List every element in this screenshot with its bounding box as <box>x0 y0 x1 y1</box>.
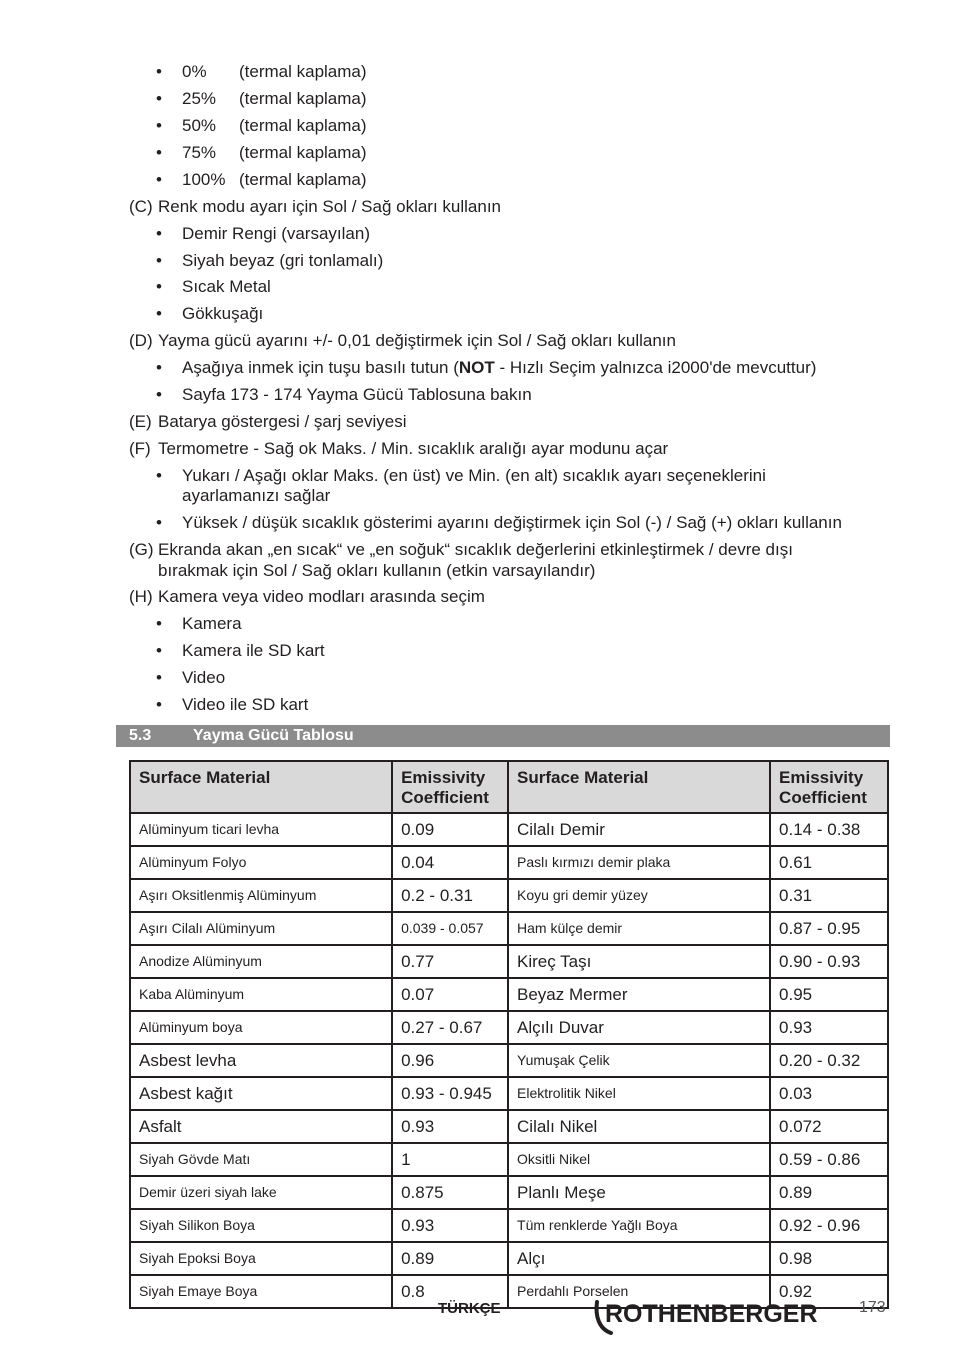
table-header: Emissivity Coefficient <box>392 761 508 813</box>
coefficient-cell: 0.07 <box>392 978 508 1011</box>
bullet: • <box>156 614 162 633</box>
emissivity-table <box>129 760 889 1309</box>
table-row <box>130 846 888 879</box>
item-label-g: (G) <box>129 540 154 559</box>
material-cell: Siyah Epoksi Boya <box>130 1242 392 1275</box>
bullet: • <box>156 251 162 270</box>
pct-text: (termal kaplama) <box>239 62 367 81</box>
material-cell: Paslı kırmızı demir plaka <box>508 846 770 879</box>
coefficient-cell: 0.90 - 0.93 <box>770 945 888 978</box>
coefficient-cell: 0.039 - 0.057 <box>392 912 508 945</box>
bullet: • <box>156 116 162 135</box>
material-cell: Alçı <box>508 1242 770 1275</box>
material-cell: Anodize Alüminyum <box>130 945 392 978</box>
bullet: • <box>156 513 162 532</box>
note-post: - Hızlı Seçim yalnızca i2000'de mevcuttur) <box>494 358 817 377</box>
material-cell: Cilalı Demir <box>508 813 770 846</box>
bullet: • <box>156 170 162 189</box>
material-cell: Asbest levha <box>130 1044 392 1077</box>
coefficient-cell: 0.04 <box>392 846 508 879</box>
brand-text: ROTHENBERGER <box>605 1300 818 1328</box>
coefficient-cell: 0.61 <box>770 846 888 879</box>
material-cell: Elektrolitik Nikel <box>508 1077 770 1110</box>
material-cell: Aşırı Oksitlenmiş Alüminyum <box>130 879 392 912</box>
bullet: • <box>156 695 162 714</box>
table-row <box>130 1242 888 1275</box>
table-header-row <box>130 761 888 813</box>
table-row <box>130 945 888 978</box>
bullet: • <box>156 466 162 485</box>
material-cell: Siyah Emaye Boya <box>130 1275 392 1308</box>
material-cell: Beyaz Mermer <box>508 978 770 1011</box>
table-row <box>130 1143 888 1176</box>
material-cell: Koyu gri demir yüzey <box>508 879 770 912</box>
item-label-h: (H) <box>129 587 153 606</box>
pct-value: 100% <box>182 170 226 189</box>
page-number: 173 <box>859 1299 886 1316</box>
coefficient-cell: 0.8 <box>392 1275 508 1308</box>
bullet: • <box>156 62 162 81</box>
footer-language: TÜRKÇE <box>438 1300 501 1317</box>
coefficient-cell: 0.072 <box>770 1110 888 1143</box>
coefficient-cell: 0.93 <box>392 1110 508 1143</box>
material-cell: Asfalt <box>130 1110 392 1143</box>
bullet: • <box>156 143 162 162</box>
bullet: • <box>156 358 162 377</box>
pct-text: (termal kaplama) <box>239 170 367 189</box>
list-item: Kamera <box>182 614 242 633</box>
material-cell: Asbest kağıt <box>130 1077 392 1110</box>
section-title: Yayma Gücü Tablosu <box>193 727 354 744</box>
rothenberger-logo <box>593 1296 837 1336</box>
coefficient-cell: 0.92 <box>770 1275 888 1308</box>
coefficient-cell: 0.87 - 0.95 <box>770 912 888 945</box>
coefficient-cell: 0.20 - 0.32 <box>770 1044 888 1077</box>
coefficient-cell: 0.92 - 0.96 <box>770 1209 888 1242</box>
material-cell: Cilalı Nikel <box>508 1110 770 1143</box>
coefficient-cell: 0.875 <box>392 1176 508 1209</box>
table-row <box>130 1044 888 1077</box>
material-cell: Demir üzeri siyah lake <box>130 1176 392 1209</box>
item-label-f: (F) <box>129 439 151 458</box>
pct-value: 75% <box>182 143 217 162</box>
table-header: Emissivity Coefficient <box>770 761 888 813</box>
pct-text: (termal kaplama) <box>239 89 367 108</box>
bullet: • <box>156 89 162 108</box>
bullet: • <box>156 385 162 404</box>
table-row <box>130 1077 888 1110</box>
material-cell: Alüminyum boya <box>130 1011 392 1044</box>
coefficient-cell: 0.95 <box>770 978 888 1011</box>
table-row <box>130 1011 888 1044</box>
material-cell: Siyah Silikon Boya <box>130 1209 392 1242</box>
list-item: Gökkuşağı <box>182 304 264 323</box>
bullet: • <box>156 224 162 243</box>
coefficient-cell: 0.2 - 0.31 <box>392 879 508 912</box>
table-row <box>130 879 888 912</box>
item-text-e: Batarya göstergesi / şarj seviyesi <box>158 412 407 431</box>
coefficient-cell: 0.93 <box>770 1011 888 1044</box>
item-label-c: (C) <box>129 197 153 216</box>
coefficient-cell: 0.96 <box>392 1044 508 1077</box>
material-cell: Perdahlı Porselen <box>508 1275 770 1308</box>
item-label-d: (D) <box>129 331 153 350</box>
list-item: Sayfa 173 - 174 Yayma Gücü Tablosuna bakın <box>182 385 532 404</box>
coefficient-cell: 0.09 <box>392 813 508 846</box>
pct-text: (termal kaplama) <box>239 116 367 135</box>
section-heading <box>116 725 890 747</box>
list-item: Kamera ile SD kart <box>182 641 325 660</box>
table-row <box>130 912 888 945</box>
note-bold: NOT <box>458 358 495 377</box>
list-item: Yukarı / Aşağı oklar Maks. (en üst) ve Min. (en alt) sıcaklık ayarı seçeneklerini <box>182 466 766 485</box>
table-header: Surface Material <box>508 761 770 813</box>
item-text-g: Ekranda akan „en sıcak“ ve „en soğuk“ sıcaklık değerlerini etkinleştirmek / devre dışı <box>158 540 793 559</box>
pct-value: 50% <box>182 116 217 135</box>
coefficient-cell: 0.31 <box>770 879 888 912</box>
material-cell: Alüminyum Folyo <box>130 846 392 879</box>
coefficient-cell: 0.59 - 0.86 <box>770 1143 888 1176</box>
coefficient-cell: 0.89 <box>392 1242 508 1275</box>
item-text-f: Termometre - Sağ ok Maks. / Min. sıcaklık aralığı ayar modunu açar <box>158 439 669 458</box>
material-cell: Kireç Taşı <box>508 945 770 978</box>
coefficient-cell: 1 <box>392 1143 508 1176</box>
pct-value: 25% <box>182 89 217 108</box>
material-cell: Ham külçe demir <box>508 912 770 945</box>
pct-text: (termal kaplama) <box>239 143 367 162</box>
table-header: Surface Material <box>130 761 392 813</box>
item-label-e: (E) <box>129 412 152 431</box>
coefficient-cell: 0.93 <box>392 1209 508 1242</box>
material-cell: Yumuşak Çelik <box>508 1044 770 1077</box>
material-cell: Tüm renklerde Yağlı Boya <box>508 1209 770 1242</box>
material-cell: Planlı Meşe <box>508 1176 770 1209</box>
table-row <box>130 1209 888 1242</box>
material-cell: Aşırı Cilalı Alüminyum <box>130 912 392 945</box>
material-cell: Oksitli Nikel <box>508 1143 770 1176</box>
list-item: Sıcak Metal <box>182 277 271 296</box>
material-cell: Kaba Alüminyum <box>130 978 392 1011</box>
list-item: Video ile SD kart <box>182 695 309 714</box>
coefficient-cell: 0.89 <box>770 1176 888 1209</box>
list-item: Yüksek / düşük sıcaklık gösterimi ayarını değiştirmek için Sol (-) / Sağ (+) okları kullanın <box>182 513 842 532</box>
table-row <box>130 1176 888 1209</box>
bullet: • <box>156 304 162 323</box>
coefficient-cell: 0.27 - 0.67 <box>392 1011 508 1044</box>
list-item: Siyah beyaz (gri tonlamalı) <box>182 251 384 270</box>
section-number: 5.3 <box>129 727 152 744</box>
pct-value: 0% <box>182 62 207 81</box>
list-item-cont: ayarlamanızı sağlar <box>182 486 331 505</box>
coefficient-cell: 0.93 - 0.945 <box>392 1077 508 1110</box>
material-cell: Alüminyum ticari levha <box>130 813 392 846</box>
coefficient-cell: 0.98 <box>770 1242 888 1275</box>
item-text-g-cont: bırakmak için Sol / Sağ okları kullanın (etkin varsayılandır) <box>158 561 596 580</box>
list-item <box>182 358 816 378</box>
item-text-h: Kamera veya video modları arasında seçim <box>158 587 485 606</box>
table-row <box>130 813 888 846</box>
material-cell: Siyah Gövde Matı <box>130 1143 392 1176</box>
item-text-d: Yayma gücü ayarını +/- 0,01 değiştirmek için Sol / Sağ okları kullanın <box>158 331 676 350</box>
coefficient-cell: 0.14 - 0.38 <box>770 813 888 846</box>
bullet: • <box>156 277 162 296</box>
coefficient-cell: 0.03 <box>770 1077 888 1110</box>
note-pre: Aşağıya inmek için tuşu basılı tutun ( <box>182 358 459 377</box>
material-cell: Alçılı Duvar <box>508 1011 770 1044</box>
coefficient-cell: 0.77 <box>392 945 508 978</box>
list-item: Video <box>182 668 226 687</box>
bullet: • <box>156 668 162 687</box>
table-row <box>130 978 888 1011</box>
table-row <box>130 1110 888 1143</box>
item-text-c: Renk modu ayarı için Sol / Sağ okları kullanın <box>158 197 502 216</box>
list-item: Demir Rengi (varsayılan) <box>182 224 370 243</box>
bullet: • <box>156 641 162 660</box>
